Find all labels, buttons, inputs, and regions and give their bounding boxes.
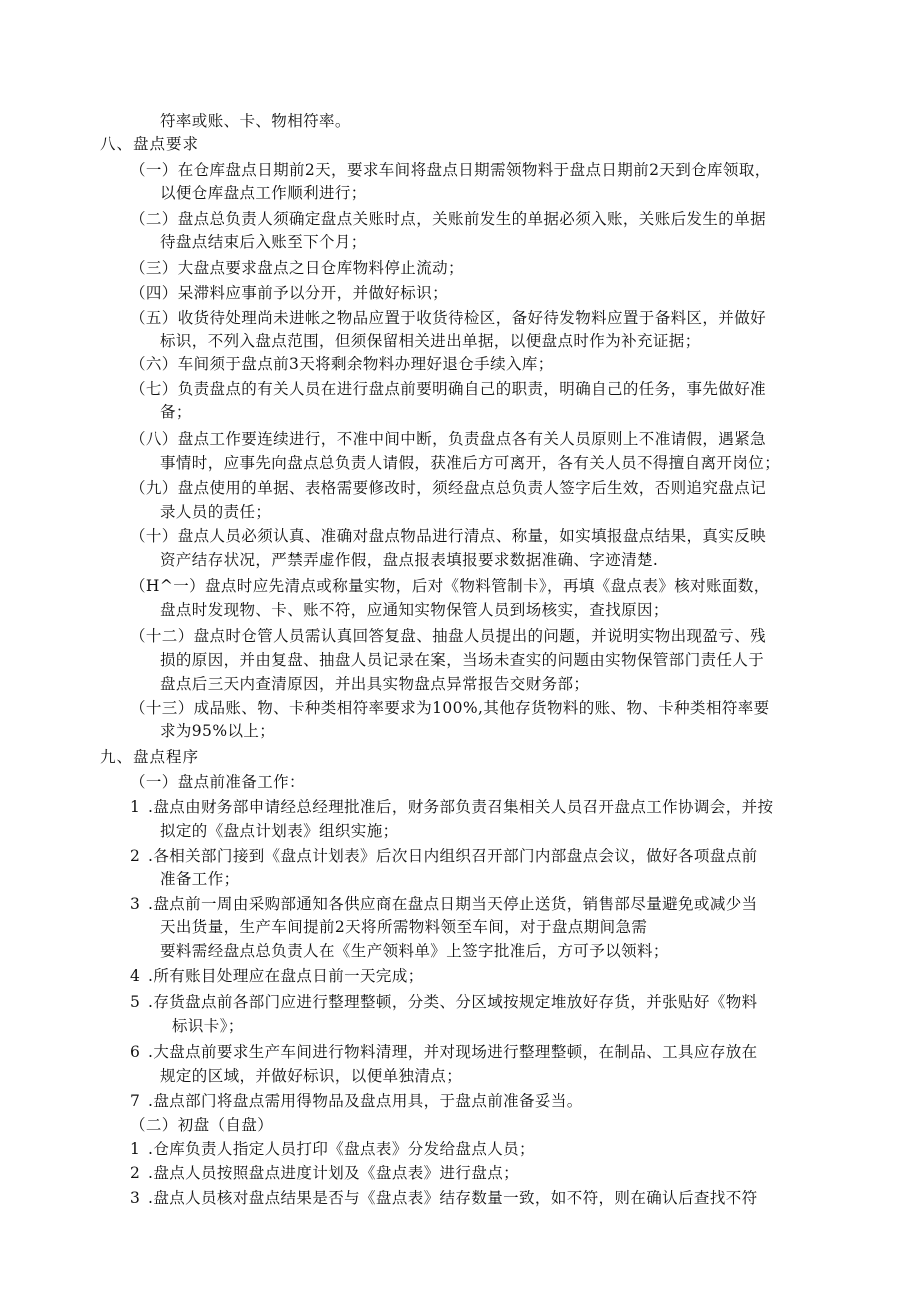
prep-item-6-line1: .大盘点前要求生产车间进行物料清理，并对现场进行整理整顿，在制品、工具应存放在 (148, 1043, 758, 1061)
req-item-4: （四）呆滞料应事前予以分开，并做好标识； (130, 284, 449, 302)
initial-item-1-number: 1 (130, 1140, 141, 1158)
prep-item-5-number: 5 (130, 993, 141, 1011)
req-item-13-line2: 求为95%以上； (160, 722, 276, 740)
initial-item-2-number: 2 (130, 1164, 141, 1182)
req-item-7-line1: （七）负责盘点的有关人员在进行盘点前要明确自己的职责，明确自己的任务，事先做好准 (130, 380, 767, 398)
prep-item-2-line2: 准备工作； (160, 870, 240, 888)
prep-item-4-line1: .所有账目处理应在盘点日前一天完成； (148, 967, 424, 985)
initial-item-2-line1: .盘点人员按照盘点进度计划及《盘点表》进行盘点； (148, 1164, 520, 1182)
section-heading-procedure: 九、盘点程序 (100, 748, 200, 766)
prep-item-3-line1: .盘点前一周由采购部通知各供应商在盘点日期当天停止送货，销售部尽量避免或减少当 (148, 895, 758, 913)
prep-item-7-number: 7 (130, 1092, 141, 1110)
req-item-2-line2: 待盘点结束后入账至下个月； (160, 233, 367, 251)
req-item-8-line2: 事情时，应事先向盘点总负责人请假，获准后方可离开，各有关人员不得擅自离开岗位； (160, 454, 781, 472)
req-item-12-line3: 盘点后三天内查清原因，并出具实物盘点异常报告交财务部； (160, 675, 590, 693)
prep-item-5-line2: 标识卡》； (172, 1017, 244, 1035)
prep-item-2-number: 2 (130, 847, 141, 865)
req-item-12-line2: 损的原因，并由复盘、抽盘人员记录在案，当场未查实的问题由实物保管部门责任人于 (160, 651, 765, 669)
req-item-9-line1: （九）盘点使用的单据、表格需要修改时，须经盘点总负责人签字后生效，否则追究盘点记 (130, 479, 767, 497)
req-item-3: （三）大盘点要求盘点之日仓库物料停止流动； (130, 259, 464, 277)
req-item-1-line2: 以便仓库盘点工作顺利进行； (160, 184, 367, 202)
req-item-13-line1: （十三）成品账、物、卡种类相符率要求为100%,其他存货物料的账、物、卡种类相符率要 (130, 699, 770, 717)
initial-item-3-number: 3 (130, 1189, 141, 1207)
section-heading-requirements: 八、盘点要求 (100, 135, 200, 153)
prep-item-1-number: 1 (130, 798, 141, 816)
prep-item-3-line3: 要料需经盘点总负责人在《生产领料单》上签字批准后，方可予以领料； (160, 942, 669, 960)
req-item-2-line1: （二）盘点总负责人须确定盘点关账时点，关账前发生的单据必须入账，关账后发生的单据 (130, 210, 767, 228)
prep-item-4-number: 4 (130, 967, 141, 985)
initial-item-1-line1: .仓库负责人指定人员打印《盘点表》分发给盘点人员； (148, 1140, 535, 1158)
prep-item-5-line1: .存货盘点前各部门应进行整理整顿，分类、分区域按规定堆放好存货，并张贴好《物料 (148, 993, 758, 1011)
req-item-5-line1: （五）收货待处理尚未进帐之物品应置于收货待检区，备好待发物料应置于备料区，并做好 (130, 309, 767, 327)
prep-item-2-line1: .各相关部门接到《盘点计划表》后次日内组织召开部门内部盘点会议，做好各项盘点前 (148, 847, 758, 865)
req-item-5-line2: 标识，不列入盘点范围，但须保留相关进出单据，以便盘点时作为补充证据； (160, 332, 701, 350)
prep-item-7-line1: .盘点部门将盘点需用得物品及盘点用具，于盘点前准备妥当。 (148, 1092, 583, 1110)
prep-item-3-number: 3 (130, 895, 141, 913)
req-item-9-line2: 录人员的责任； (160, 503, 272, 521)
subsection-initial-count: （二）初盘（自盘） (130, 1116, 274, 1134)
subsection-preparation: （一）盘点前准备工作： (130, 773, 305, 791)
prep-item-6-line2: 规定的区域，并做好标识，以便单独清点； (160, 1067, 463, 1085)
continuation-line: 符率或账、卡、物相符率。 (160, 112, 351, 130)
req-item-7-line2: 备； (160, 403, 192, 421)
req-item-10-line2: 资产结存状况，严禁弄虚作假，盘点报表填报要求数据准确、字迹清楚. (160, 551, 659, 569)
req-item-10-line1: （十）盘点人员必须认真、准确对盘点物品进行清点、称量，如实填报盘点结果，真实反映 (130, 527, 767, 545)
prep-item-1-line1: .盘点由财务部申请经总经理批准后，财务部负责召集相关人员召开盘点工作协调会，并按 (148, 798, 774, 816)
prep-item-3-line2: 天出货量，生产车间提前2天将所需物料领至车间，对于盘点期间急需 (160, 918, 648, 936)
req-item-6: （六）车间须于盘点前3天将剩余物料办理好退仓手续入库； (130, 355, 554, 373)
req-item-1-line1: （一）在仓库盘点日期前2天，要求车间将盘点日期需领物料于盘点日期前2天到仓库领取， (130, 161, 771, 179)
req-item-8-line1: （八）盘点工作要连续进行，不准中间中断，负责盘点各有关人员原则上不准请假，遇紧急 (130, 430, 767, 448)
prep-item-6-number: 6 (130, 1043, 141, 1061)
req-item-11-line2: 盘点时发现物、卡、账不符，应通知实物保管人员到场核实，查找原因； (160, 601, 669, 619)
prep-item-1-line2: 拟定的《盘点计划表》组织实施； (160, 822, 399, 840)
req-item-11-line1: （H^一）盘点时应先清点或称量实物，后对《物料管制卡》，再填《盘点表》核对账面数， (130, 577, 770, 595)
initial-item-3-line1: .盘点人员核对盘点结果是否与《盘点表》结存数量一致，如不符，则在确认后查找不符 (148, 1189, 758, 1207)
req-item-12-line1: （十二）盘点时仓管人员需认真回答复盘、抽盘人员提出的问题，并说明实物出现盈亏、残 (130, 627, 767, 645)
